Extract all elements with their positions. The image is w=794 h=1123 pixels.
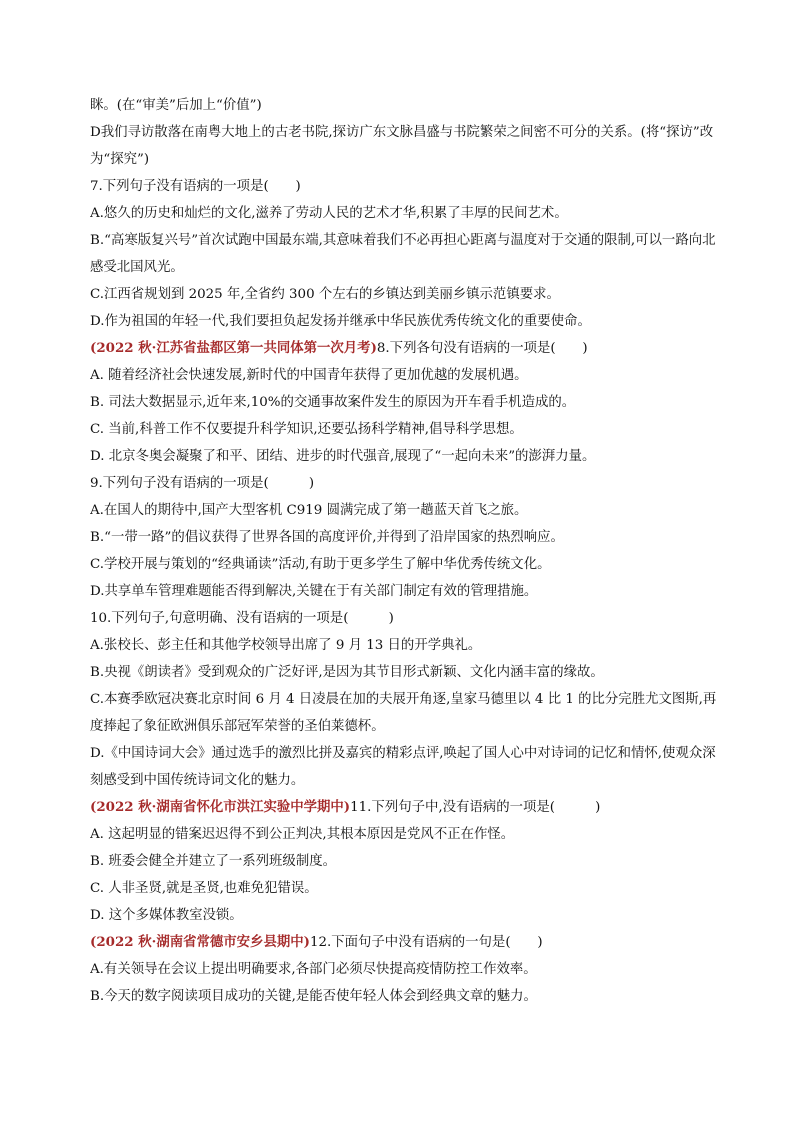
- text-line: [90, 848, 722, 875]
- line-text: 9.下列句子没有语病的一项是( ): [90, 476, 315, 491]
- line-text: B.央视《朗读者》受到观众的广泛好评,是因为其节目形式新颖、文化内涵丰富的缘故。: [90, 665, 604, 680]
- line-text: A.悠久的历史和灿烂的文化,滋养了劳动人民的艺术才华,积累了丰厚的民间艺术。: [90, 206, 568, 221]
- line-text: 10.下列句子,句意明确、没有语病的一项是( ): [90, 611, 394, 626]
- line-text: B.今天的数字阅读项目成功的关键,是能否使年轻人体会到经典文章的魅力。: [90, 989, 537, 1004]
- text-line: [90, 362, 722, 389]
- line-text: A. 这起明显的错案迟迟得不到公正判决,其根本原因是党风不正在作怪。: [90, 827, 515, 842]
- text-line: [90, 551, 722, 578]
- line-text: 8.下列各句没有语病的一项是( ): [376, 341, 588, 356]
- line-text: 11.下列句子中,没有语病的一项是( ): [350, 800, 601, 815]
- text-line: [90, 578, 722, 605]
- line-text: 7.下列句子没有语病的一项是( ): [90, 179, 301, 194]
- text-line: [90, 524, 722, 551]
- text-line: [90, 416, 722, 443]
- text-line: [90, 497, 722, 524]
- text-line: [90, 902, 722, 929]
- text-line: [90, 794, 722, 821]
- text-line: [90, 281, 722, 308]
- line-text: B. 班委会健全并建立了一系列班级制度。: [90, 854, 336, 869]
- text-line: [90, 119, 722, 173]
- text-line: [90, 983, 722, 1010]
- text-line: [90, 308, 722, 335]
- line-text: D.共享单车管理难题能否得到解决,关键在于有关部门制定有效的管理措施。: [90, 584, 538, 599]
- line-text: B. 司法大数据显示,近年来,10%的交通事故案件发生的原因为开车看手机造成的。: [90, 395, 576, 410]
- line-text: A.张校长、彭主任和其他学校领导出席了 9 月 13 日的开学典礼。: [90, 638, 482, 653]
- text-line: [90, 740, 722, 794]
- text-line: [90, 686, 722, 740]
- line-text: D.《中国诗词大会》通过选手的激烈比拼及嘉宾的精彩点评,唤起了国人心中对诗词的记忆和情怀,使观众深刻感受到中国传统诗词文化的魅力。: [90, 746, 716, 788]
- question-source-tag: (2022 秋·湖南省常德市安乡县期中): [90, 934, 310, 950]
- text-line: [90, 956, 722, 983]
- text-line: [90, 335, 722, 362]
- line-text: A.有关领导在会议上提出明确要求,各部门必须尽快提高疫情防控工作效率。: [90, 962, 537, 977]
- line-text: D. 这个多媒体教室没锁。: [90, 908, 243, 923]
- question-source-tag: (2022 秋·江苏省盐都区第一共同体第一次月考): [90, 340, 377, 356]
- text-line: [90, 92, 722, 119]
- line-text: C.学校开展与策划的“经典诵读”活动,有助于更多学生了解中华优秀传统文化。: [90, 557, 551, 572]
- line-text: 12.下面句子中没有语病的一句是( ): [309, 935, 543, 950]
- line-text: D我们寻访散落在南粤大地上的古老书院,探访广东文脉昌盛与书院繁荣之间密不可分的关系。(将“探访”改为“探究”): [90, 125, 714, 167]
- text-line: [90, 605, 722, 632]
- text-line: [90, 173, 722, 200]
- text-line: [90, 200, 722, 227]
- line-text: 眯。(在“审美”后加上“价值”): [90, 98, 262, 113]
- text-line: [90, 443, 722, 470]
- text-line: [90, 821, 722, 848]
- line-text: C.本赛季欧冠决赛北京时间 6 月 4 日凌晨在加的夫展开角逐,皇家马德里以 4 比 1 的比分完胜尤文图斯,再度捧起了象征欧洲俱乐部冠军荣誉的圣伯莱德杯。: [90, 692, 717, 734]
- text-line: [90, 470, 722, 497]
- line-text: C. 人非圣贤,就是圣贤,也难免犯错误。: [90, 881, 318, 896]
- document-body: [90, 92, 722, 1010]
- text-line: [90, 659, 722, 686]
- text-line: [90, 875, 722, 902]
- text-line: [90, 227, 722, 281]
- line-text: C.江西省规划到 2025 年,全省约 300 个左右的乡镇达到美丽乡镇示范镇要求。: [90, 287, 560, 302]
- line-text: B.“高寒版复兴号”首次试跑中国最东端,其意味着我们不必再担心距离与温度对于交通的限制,可以一路向北感受北国风光。: [90, 233, 716, 275]
- question-source-tag: (2022 秋·湖南省怀化市洪江实验中学期中): [90, 799, 351, 815]
- line-text: C. 当前,科普工作不仅要提升科学知识,还要弘扬科学精神,倡导科学思想。: [90, 422, 523, 437]
- line-text: A.在国人的期待中,国产大型客机 C919 圆满完成了第一趟蓝天首飞之旅。: [90, 503, 528, 518]
- text-line: [90, 929, 722, 956]
- line-text: B.“一带一路”的倡议获得了世界各国的高度评价,并得到了沿岸国家的热烈响应。: [90, 530, 564, 545]
- line-text: D. 北京冬奥会凝聚了和平、团结、进步的时代强音,展现了“一起向未来”的澎湃力量。: [90, 449, 596, 464]
- line-text: A. 随着经济社会快速发展,新时代的中国青年获得了更加优越的发展机遇。: [90, 368, 528, 383]
- text-line: [90, 389, 722, 416]
- line-text: D.作为祖国的年轻一代,我们要担负起发扬并继承中华民族优秀传统文化的重要使命。: [90, 314, 591, 329]
- text-line: [90, 632, 722, 659]
